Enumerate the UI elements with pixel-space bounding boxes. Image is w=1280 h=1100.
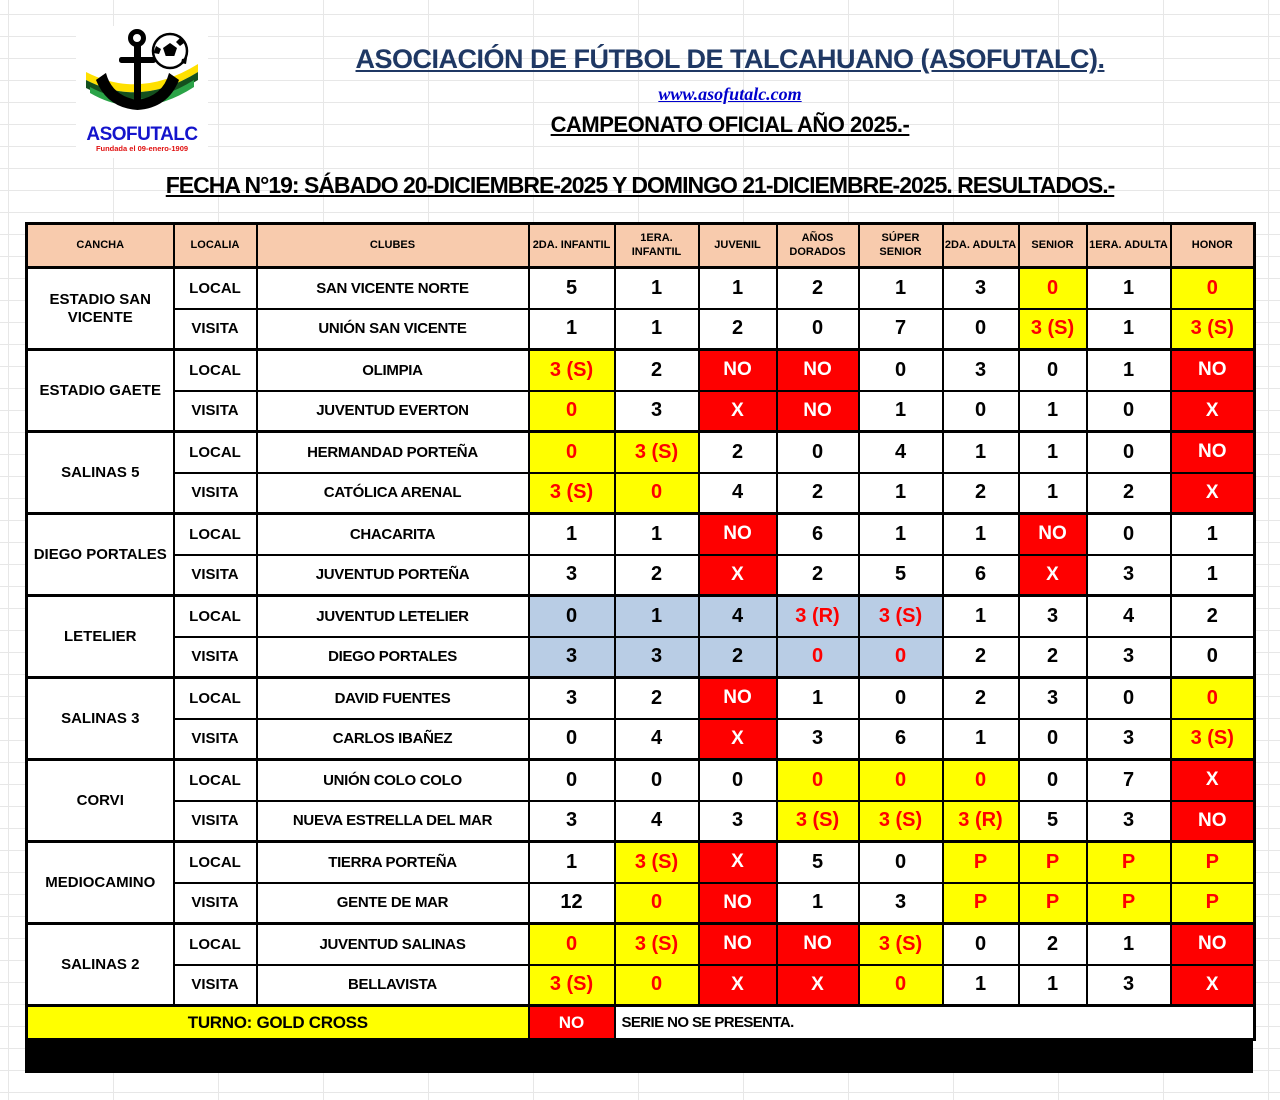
score-cell-5: P	[943, 842, 1019, 883]
score-cell-3: 1	[777, 678, 859, 719]
cancha-cell: ESTADIO GAETE	[27, 350, 174, 432]
score-cell-7: P	[1087, 842, 1171, 883]
cancha-cell: DIEGO PORTALES	[27, 514, 174, 596]
score-cell-4: 3 (S)	[859, 924, 943, 965]
score-cell-4: 3 (S)	[859, 596, 943, 637]
localia-cell: LOCAL	[174, 760, 257, 801]
score-cell-5: 0	[943, 391, 1019, 432]
score-cell-6: 5	[1019, 801, 1087, 842]
score-cell-2: X	[699, 719, 777, 760]
score-cell-2: 2	[699, 309, 777, 350]
score-cell-1: 2	[615, 350, 699, 391]
club-cell: OLIMPIA	[257, 350, 529, 391]
score-cell-7: 3	[1087, 637, 1171, 678]
score-cell-1: 4	[615, 801, 699, 842]
score-cell-3: 3 (S)	[777, 801, 859, 842]
score-cell-6: 0	[1019, 268, 1087, 309]
club-cell: HERMANDAD PORTEÑA	[257, 432, 529, 473]
result-row-2-1	[27, 473, 1255, 514]
result-row-7-1	[27, 883, 1255, 924]
title-block	[205, 44, 1255, 138]
score-cell-6: 3	[1019, 678, 1087, 719]
footer-no-cell: NO	[529, 1006, 615, 1040]
score-cell-0: 0	[529, 760, 615, 801]
page-title: ASOCIACIÓN DE FÚTBOL DE TALCAHUANO (ASOFUTALC).	[355, 44, 1105, 74]
club-cell: SAN VICENTE NORTE	[257, 268, 529, 309]
score-cell-7: 3	[1087, 719, 1171, 760]
score-cell-3: 0	[777, 760, 859, 801]
score-cell-2: 4	[699, 473, 777, 514]
column-header-3: 2DA. INFANTIL	[529, 224, 615, 268]
score-cell-4: 0	[859, 678, 943, 719]
score-cell-3: 2	[777, 555, 859, 596]
club-cell: CATÓLICA ARENAL	[257, 473, 529, 514]
score-cell-1: 3 (S)	[615, 432, 699, 473]
score-cell-2: NO	[699, 350, 777, 391]
score-cell-0: 3	[529, 555, 615, 596]
website-line	[205, 84, 1255, 105]
score-cell-4: 6	[859, 719, 943, 760]
score-cell-8: P	[1171, 842, 1255, 883]
cancha-cell: ESTADIO SAN VICENTE	[27, 268, 174, 350]
score-cell-3: 0	[777, 432, 859, 473]
score-cell-3: 0	[777, 309, 859, 350]
score-cell-7: 1	[1087, 924, 1171, 965]
score-cell-7: 0	[1087, 514, 1171, 555]
score-cell-2: 4	[699, 596, 777, 637]
column-header-11: HONOR	[1171, 224, 1255, 268]
result-row-5-0	[27, 678, 1255, 719]
score-cell-6: P	[1019, 883, 1087, 924]
score-cell-6: 1	[1019, 473, 1087, 514]
result-row-4-1	[27, 637, 1255, 678]
footer-legend-cell: SERIE NO SE PRESENTA.	[615, 1006, 1255, 1040]
score-cell-2: X	[699, 555, 777, 596]
score-cell-2: 0	[699, 760, 777, 801]
score-cell-1: 3 (S)	[615, 924, 699, 965]
score-cell-0: 12	[529, 883, 615, 924]
score-cell-7: 1	[1087, 309, 1171, 350]
localia-cell: VISITA	[174, 391, 257, 432]
score-cell-8: NO	[1171, 924, 1255, 965]
score-cell-3: 2	[777, 473, 859, 514]
result-row-0-0	[27, 268, 1255, 309]
score-cell-8: X	[1171, 391, 1255, 432]
score-cell-4: 3 (S)	[859, 801, 943, 842]
score-cell-8: 1	[1171, 555, 1255, 596]
club-cell: TIERRA PORTEÑA	[257, 842, 529, 883]
score-cell-4: 0	[859, 760, 943, 801]
localia-cell: VISITA	[174, 473, 257, 514]
score-cell-5: 1	[943, 514, 1019, 555]
score-cell-3: NO	[777, 391, 859, 432]
score-cell-1: 0	[615, 883, 699, 924]
score-cell-7: 3	[1087, 965, 1171, 1006]
score-cell-0: 3	[529, 678, 615, 719]
result-row-8-1	[27, 965, 1255, 1006]
score-cell-6: 0	[1019, 719, 1087, 760]
score-cell-4: 1	[859, 268, 943, 309]
score-cell-4: 1	[859, 514, 943, 555]
result-row-1-0	[27, 350, 1255, 391]
club-cell: DAVID FUENTES	[257, 678, 529, 719]
turno-row	[27, 1006, 1255, 1040]
column-header-2: CLUBES	[257, 224, 529, 268]
club-cell: CHACARITA	[257, 514, 529, 555]
score-cell-5: 0	[943, 924, 1019, 965]
column-header-1: LOCALIA	[174, 224, 257, 268]
score-cell-1: 2	[615, 555, 699, 596]
header-row	[27, 224, 1255, 268]
cancha-cell: SALINAS 2	[27, 924, 174, 1006]
score-cell-4: 0	[859, 965, 943, 1006]
score-cell-7: 3	[1087, 555, 1171, 596]
score-cell-7: 4	[1087, 596, 1171, 637]
score-cell-3: 5	[777, 842, 859, 883]
score-cell-4: 3	[859, 883, 943, 924]
score-cell-8: 3 (S)	[1171, 309, 1255, 350]
score-cell-6: 3 (S)	[1019, 309, 1087, 350]
score-cell-1: 3 (S)	[615, 842, 699, 883]
score-cell-0: 0	[529, 719, 615, 760]
result-row-4-0	[27, 596, 1255, 637]
localia-cell: LOCAL	[174, 514, 257, 555]
column-header-5: JUVENIL	[699, 224, 777, 268]
localia-cell: LOCAL	[174, 924, 257, 965]
score-cell-8: 3 (S)	[1171, 719, 1255, 760]
score-cell-6: P	[1019, 842, 1087, 883]
score-cell-4: 1	[859, 391, 943, 432]
club-cell: UNIÓN SAN VICENTE	[257, 309, 529, 350]
results-table	[25, 222, 1256, 1041]
result-row-8-0	[27, 924, 1255, 965]
score-cell-5: 0	[943, 309, 1019, 350]
cancha-cell: MEDIOCAMINO	[27, 842, 174, 924]
score-cell-1: 0	[615, 473, 699, 514]
score-cell-5: 2	[943, 473, 1019, 514]
score-cell-0: 3	[529, 637, 615, 678]
score-cell-0: 3 (S)	[529, 350, 615, 391]
score-cell-5: 3 (R)	[943, 801, 1019, 842]
result-row-7-0	[27, 842, 1255, 883]
score-cell-0: 0	[529, 391, 615, 432]
score-cell-1: 3	[615, 637, 699, 678]
score-cell-8: NO	[1171, 801, 1255, 842]
turno-cell: TURNO: GOLD CROSS	[27, 1006, 529, 1040]
score-cell-3: 1	[777, 883, 859, 924]
results-table-wrap	[25, 222, 1253, 1073]
score-cell-1: 0	[615, 760, 699, 801]
score-cell-4: 5	[859, 555, 943, 596]
column-header-9: SENIOR	[1019, 224, 1087, 268]
result-row-3-0	[27, 514, 1255, 555]
localia-cell: VISITA	[174, 309, 257, 350]
score-cell-8: P	[1171, 883, 1255, 924]
score-cell-7: 0	[1087, 678, 1171, 719]
score-cell-3: NO	[777, 350, 859, 391]
club-cell: DIEGO PORTALES	[257, 637, 529, 678]
score-cell-2: X	[699, 965, 777, 1006]
score-cell-7: 1	[1087, 350, 1171, 391]
score-cell-2: NO	[699, 924, 777, 965]
column-header-0: CANCHA	[27, 224, 174, 268]
score-cell-4: 0	[859, 842, 943, 883]
bottom-black-bar	[25, 1041, 1253, 1073]
score-cell-3: 6	[777, 514, 859, 555]
cancha-cell: CORVI	[27, 760, 174, 842]
column-header-8: 2DA. ADULTA	[943, 224, 1019, 268]
score-cell-2: X	[699, 842, 777, 883]
localia-cell: VISITA	[174, 883, 257, 924]
score-cell-3: 3 (R)	[777, 596, 859, 637]
score-cell-1: 1	[615, 596, 699, 637]
localia-cell: LOCAL	[174, 678, 257, 719]
score-cell-7: 7	[1087, 760, 1171, 801]
result-row-0-1	[27, 309, 1255, 350]
result-row-6-1	[27, 801, 1255, 842]
score-cell-6: 1	[1019, 965, 1087, 1006]
score-cell-8: NO	[1171, 432, 1255, 473]
score-cell-6: 0	[1019, 760, 1087, 801]
score-cell-3: 3	[777, 719, 859, 760]
column-header-10: 1ERA. ADULTA	[1087, 224, 1171, 268]
score-cell-6: 2	[1019, 637, 1087, 678]
score-cell-0: 3 (S)	[529, 473, 615, 514]
score-cell-8: 0	[1171, 637, 1255, 678]
localia-cell: LOCAL	[174, 596, 257, 637]
score-cell-4: 0	[859, 350, 943, 391]
asofutalc-logo	[76, 26, 208, 158]
score-cell-2: 2	[699, 432, 777, 473]
score-cell-6: 1	[1019, 391, 1087, 432]
score-cell-5: 3	[943, 350, 1019, 391]
score-cell-0: 0	[529, 596, 615, 637]
championship-subtitle: CAMPEONATO OFICIAL AÑO 2025.-	[550, 112, 910, 137]
club-cell: NUEVA ESTRELLA DEL MAR	[257, 801, 529, 842]
club-cell: JUVENTUD LETELIER	[257, 596, 529, 637]
result-row-1-1	[27, 391, 1255, 432]
localia-cell: LOCAL	[174, 432, 257, 473]
score-cell-7: 0	[1087, 391, 1171, 432]
result-row-2-0	[27, 432, 1255, 473]
score-cell-7: 1	[1087, 268, 1171, 309]
score-cell-3: 0	[777, 637, 859, 678]
score-cell-4: 7	[859, 309, 943, 350]
score-cell-8: X	[1171, 473, 1255, 514]
localia-cell: VISITA	[174, 719, 257, 760]
score-cell-6: X	[1019, 555, 1087, 596]
score-cell-2: NO	[699, 514, 777, 555]
cancha-cell: SALINAS 3	[27, 678, 174, 760]
score-cell-3: NO	[777, 924, 859, 965]
score-cell-1: 1	[615, 309, 699, 350]
club-cell: UNIÓN COLO COLO	[257, 760, 529, 801]
score-cell-0: 1	[529, 842, 615, 883]
score-cell-5: 1	[943, 432, 1019, 473]
score-cell-6: 3	[1019, 596, 1087, 637]
logo-name: ASOFUTALC	[86, 124, 198, 145]
score-cell-4: 0	[859, 637, 943, 678]
score-cell-2: 3	[699, 801, 777, 842]
score-cell-0: 1	[529, 514, 615, 555]
score-cell-6: 0	[1019, 350, 1087, 391]
score-cell-8: NO	[1171, 350, 1255, 391]
logo-founded-text: Fundada el 09-enero-1909	[95, 144, 189, 153]
localia-cell: LOCAL	[174, 268, 257, 309]
localia-cell: LOCAL	[174, 350, 257, 391]
score-cell-8: 1	[1171, 514, 1255, 555]
localia-cell: VISITA	[174, 965, 257, 1006]
club-cell: JUVENTUD PORTEÑA	[257, 555, 529, 596]
score-cell-3: 2	[777, 268, 859, 309]
club-cell: GENTE DE MAR	[257, 883, 529, 924]
score-cell-8: 0	[1171, 268, 1255, 309]
score-cell-5: 3	[943, 268, 1019, 309]
score-cell-0: 5	[529, 268, 615, 309]
column-header-6: AÑOS DORADOS	[777, 224, 859, 268]
cancha-cell: SALINAS 5	[27, 432, 174, 514]
score-cell-7: 0	[1087, 432, 1171, 473]
score-cell-5: P	[943, 883, 1019, 924]
score-cell-4: 1	[859, 473, 943, 514]
club-cell: JUVENTUD SALINAS	[257, 924, 529, 965]
score-cell-6: 2	[1019, 924, 1087, 965]
score-cell-1: 4	[615, 719, 699, 760]
score-cell-5: 1	[943, 965, 1019, 1006]
club-cell: BELLAVISTA	[257, 965, 529, 1006]
club-cell: JUVENTUD EVERTON	[257, 391, 529, 432]
score-cell-1: 2	[615, 678, 699, 719]
score-cell-5: 0	[943, 760, 1019, 801]
column-header-4: 1ERA. INFANTIL	[615, 224, 699, 268]
score-cell-8: 2	[1171, 596, 1255, 637]
score-cell-3: X	[777, 965, 859, 1006]
score-cell-1: 1	[615, 514, 699, 555]
score-cell-8: 0	[1171, 678, 1255, 719]
score-cell-2: X	[699, 391, 777, 432]
score-cell-0: 0	[529, 432, 615, 473]
score-cell-2: NO	[699, 678, 777, 719]
localia-cell: VISITA	[174, 637, 257, 678]
round-title: FECHA N°19: SÁBADO 20-DICIEMBRE-2025 Y DOMINGO 21-DICIEMBRE-2025. RESULTADOS.-	[165, 172, 1115, 198]
score-cell-1: 1	[615, 268, 699, 309]
score-cell-1: 0	[615, 965, 699, 1006]
score-cell-8: X	[1171, 965, 1255, 1006]
anchor-soccer-logo-icon	[80, 26, 204, 122]
localia-cell: VISITA	[174, 555, 257, 596]
score-cell-6: NO	[1019, 514, 1087, 555]
score-cell-5: 6	[943, 555, 1019, 596]
result-row-3-1	[27, 555, 1255, 596]
localia-cell: LOCAL	[174, 842, 257, 883]
club-cell: CARLOS IBAÑEZ	[257, 719, 529, 760]
cancha-cell: LETELIER	[27, 596, 174, 678]
website-link[interactable]: www.asofutalc.com	[658, 84, 802, 104]
score-cell-5: 1	[943, 596, 1019, 637]
result-row-6-0	[27, 760, 1255, 801]
score-cell-1: 3	[615, 391, 699, 432]
score-cell-4: 4	[859, 432, 943, 473]
score-cell-0: 3 (S)	[529, 965, 615, 1006]
score-cell-5: 2	[943, 678, 1019, 719]
score-cell-6: 1	[1019, 432, 1087, 473]
score-cell-0: 1	[529, 309, 615, 350]
score-cell-5: 2	[943, 637, 1019, 678]
score-cell-2: 2	[699, 637, 777, 678]
score-cell-7: P	[1087, 883, 1171, 924]
score-cell-5: 1	[943, 719, 1019, 760]
score-cell-0: 0	[529, 924, 615, 965]
localia-cell: VISITA	[174, 801, 257, 842]
score-cell-0: 3	[529, 801, 615, 842]
result-row-5-1	[27, 719, 1255, 760]
score-cell-2: 1	[699, 268, 777, 309]
score-cell-7: 2	[1087, 473, 1171, 514]
score-cell-7: 3	[1087, 801, 1171, 842]
score-cell-8: X	[1171, 760, 1255, 801]
score-cell-2: NO	[699, 883, 777, 924]
column-header-7: SÚPER SENIOR	[859, 224, 943, 268]
